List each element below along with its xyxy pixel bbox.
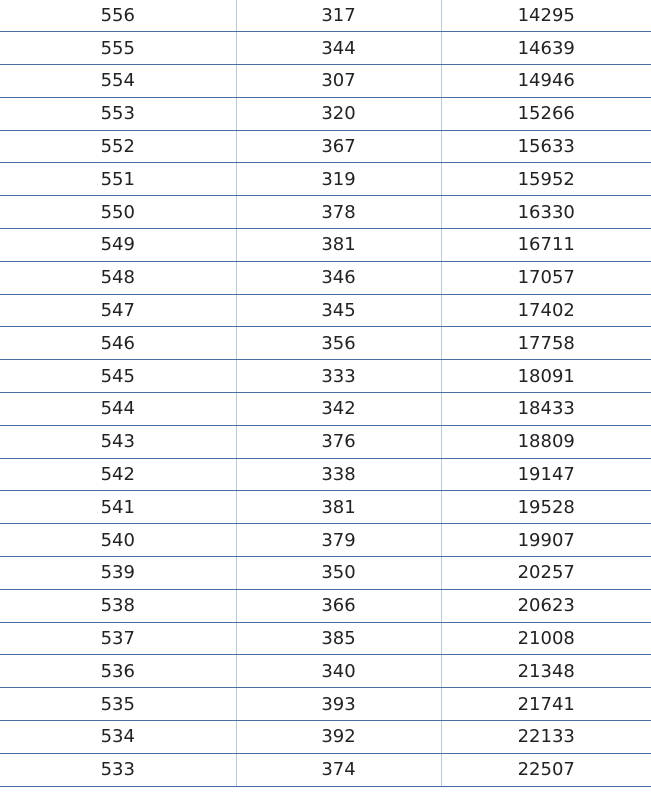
score-cell: 538: [0, 589, 236, 622]
cumulative-cell: 16330: [441, 196, 651, 229]
count-cell: 367: [236, 130, 441, 163]
table-row: [0, 557, 651, 590]
count-cell: 350: [236, 557, 441, 590]
count-cell: 317: [236, 0, 441, 32]
table-row: [0, 589, 651, 622]
score-cell: 556: [0, 0, 236, 32]
count-cell: 393: [236, 688, 441, 721]
table-row: [0, 393, 651, 426]
count-cell: 376: [236, 425, 441, 458]
table-row: [0, 32, 651, 65]
table-row: [0, 753, 651, 786]
score-cell: 554: [0, 65, 236, 98]
cumulative-cell: 21008: [441, 622, 651, 655]
cumulative-cell: 15266: [441, 97, 651, 130]
score-cell: 542: [0, 458, 236, 491]
table-row: [0, 0, 651, 32]
cumulative-cell: 19528: [441, 491, 651, 524]
count-cell: 385: [236, 622, 441, 655]
table-row: [0, 721, 651, 754]
cumulative-cell: 14946: [441, 65, 651, 98]
cumulative-cell: 17057: [441, 261, 651, 294]
table-row: [0, 97, 651, 130]
score-cell: 539: [0, 557, 236, 590]
count-cell: 381: [236, 491, 441, 524]
score-cell: 533: [0, 753, 236, 786]
score-cell: 540: [0, 524, 236, 557]
table-row: [0, 196, 651, 229]
cumulative-cell: 20257: [441, 557, 651, 590]
score-cell: 548: [0, 261, 236, 294]
table-row: [0, 327, 651, 360]
cumulative-cell: 19147: [441, 458, 651, 491]
cumulative-cell: 16711: [441, 229, 651, 262]
table-row: [0, 130, 651, 163]
count-cell: 392: [236, 721, 441, 754]
count-cell: 319: [236, 163, 441, 196]
count-cell: 366: [236, 589, 441, 622]
score-cell: 550: [0, 196, 236, 229]
count-cell: 381: [236, 229, 441, 262]
table-row: [0, 425, 651, 458]
score-cell: 551: [0, 163, 236, 196]
table-row: [0, 261, 651, 294]
count-cell: 320: [236, 97, 441, 130]
score-cell: 552: [0, 130, 236, 163]
score-cell: 534: [0, 721, 236, 754]
score-cell: 543: [0, 425, 236, 458]
cumulative-cell: 22133: [441, 721, 651, 754]
count-cell: 307: [236, 65, 441, 98]
count-cell: 344: [236, 32, 441, 65]
score-cell: 547: [0, 294, 236, 327]
score-cell: 536: [0, 655, 236, 688]
table-row: [0, 491, 651, 524]
count-cell: 378: [236, 196, 441, 229]
score-cell: 541: [0, 491, 236, 524]
cumulative-cell: 18091: [441, 360, 651, 393]
count-cell: 338: [236, 458, 441, 491]
table-row: [0, 294, 651, 327]
cumulative-cell: 18809: [441, 425, 651, 458]
table-row: [0, 524, 651, 557]
table-row: [0, 655, 651, 688]
table-row: [0, 360, 651, 393]
cumulative-cell: 15952: [441, 163, 651, 196]
score-cell: 553: [0, 97, 236, 130]
cumulative-cell: 17758: [441, 327, 651, 360]
count-cell: 340: [236, 655, 441, 688]
cumulative-cell: 14295: [441, 0, 651, 32]
count-cell: 379: [236, 524, 441, 557]
score-cell: 535: [0, 688, 236, 721]
cumulative-cell: 20623: [441, 589, 651, 622]
table-row: [0, 458, 651, 491]
count-cell: 345: [236, 294, 441, 327]
cumulative-cell: 21741: [441, 688, 651, 721]
cumulative-cell: 17402: [441, 294, 651, 327]
count-cell: 374: [236, 753, 441, 786]
cumulative-cell: 18433: [441, 393, 651, 426]
count-cell: 333: [236, 360, 441, 393]
table-row: [0, 229, 651, 262]
score-cell: 555: [0, 32, 236, 65]
table-row: [0, 622, 651, 655]
table-row: [0, 65, 651, 98]
cumulative-cell: 19907: [441, 524, 651, 557]
cumulative-cell: 15633: [441, 130, 651, 163]
score-cell: 549: [0, 229, 236, 262]
score-cell: 537: [0, 622, 236, 655]
count-cell: 346: [236, 261, 441, 294]
score-cell: 546: [0, 327, 236, 360]
cumulative-cell: 22507: [441, 753, 651, 786]
score-cell: 544: [0, 393, 236, 426]
count-cell: 356: [236, 327, 441, 360]
table-row: [0, 163, 651, 196]
cumulative-cell: 14639: [441, 32, 651, 65]
table-row: [0, 688, 651, 721]
count-cell: 342: [236, 393, 441, 426]
cumulative-cell: 21348: [441, 655, 651, 688]
score-cell: 545: [0, 360, 236, 393]
